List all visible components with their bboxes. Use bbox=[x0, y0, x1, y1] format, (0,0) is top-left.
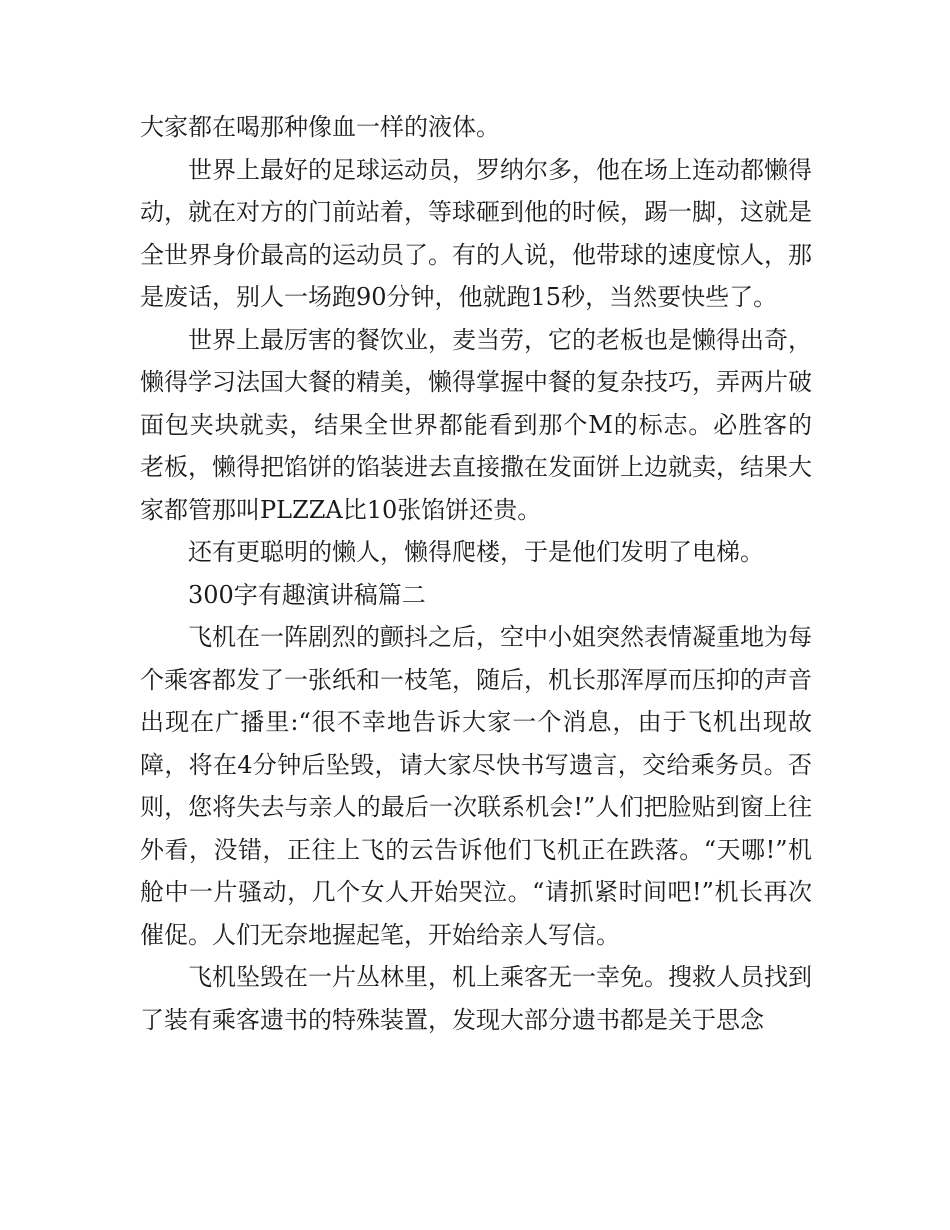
paragraph: 世界上最好的足球运动员，罗纳尔多，他在场上连动都懒得动，就在对方的门前站着，等球砸到他的时候，踢一脚，这就是全世界身价最高的运动员了。有的人说，他带球的速度惊人，那是废话，别人一场跑90分钟，他就跑15秒，当然要快些了。 bbox=[140, 155, 812, 311]
paragraph: 飞机在一阵剧烈的颤抖之后，空中小姐突然表情凝重地为每个乘客都发了一张纸和一枝笔，随后，机长那浑厚而压抑的声音出现在广播里:“很不幸地告诉大家一个消息，由于飞机出现故障，将在4分钟后坠毁，请大家尽快书写遗言，交给乘务员。否则，您将失去与亲人的最后一次联系机会!”人们把脸贴到窗上往外看，没错，正往上飞的云告诉他们飞机正在跌落。“天哪!”机舱中一片骚动，几个女人开始哭泣。“请抓紧时间吧!”机长再次催促。人们无奈地握起笔，开始给亲人写信。 bbox=[140, 623, 812, 949]
body-text bbox=[140, 106, 812, 1041]
paragraph: 大家都在喝那种像血一样的液体。 bbox=[140, 113, 500, 141]
paragraph: 还有更聪明的懒人，懒得爬楼，于是他们发明了电梯。 bbox=[188, 538, 764, 566]
section-heading: 300字有趣演讲稿篇二 bbox=[188, 580, 426, 609]
paragraph: 飞机坠毁在一片丛林里，机上乘客无一幸免。搜救人员找到了装有乘客遗书的特殊装置，发现大部分遗书都是关于思念 bbox=[140, 963, 812, 1034]
paragraph: 世界上最厉害的餐饮业，麦当劳，它的老板也是懒得出奇，懒得学习法国大餐的精美，懒得掌握中餐的复杂技巧，弄两片破面包夹块就卖，结果全世界都能看到那个M的标志。必胜客的老板，懒得把馅饼的馅装进去直接撒在发面饼上边就卖，结果大家都管那叫PLZZA比10张馅饼还贵。 bbox=[140, 325, 812, 524]
